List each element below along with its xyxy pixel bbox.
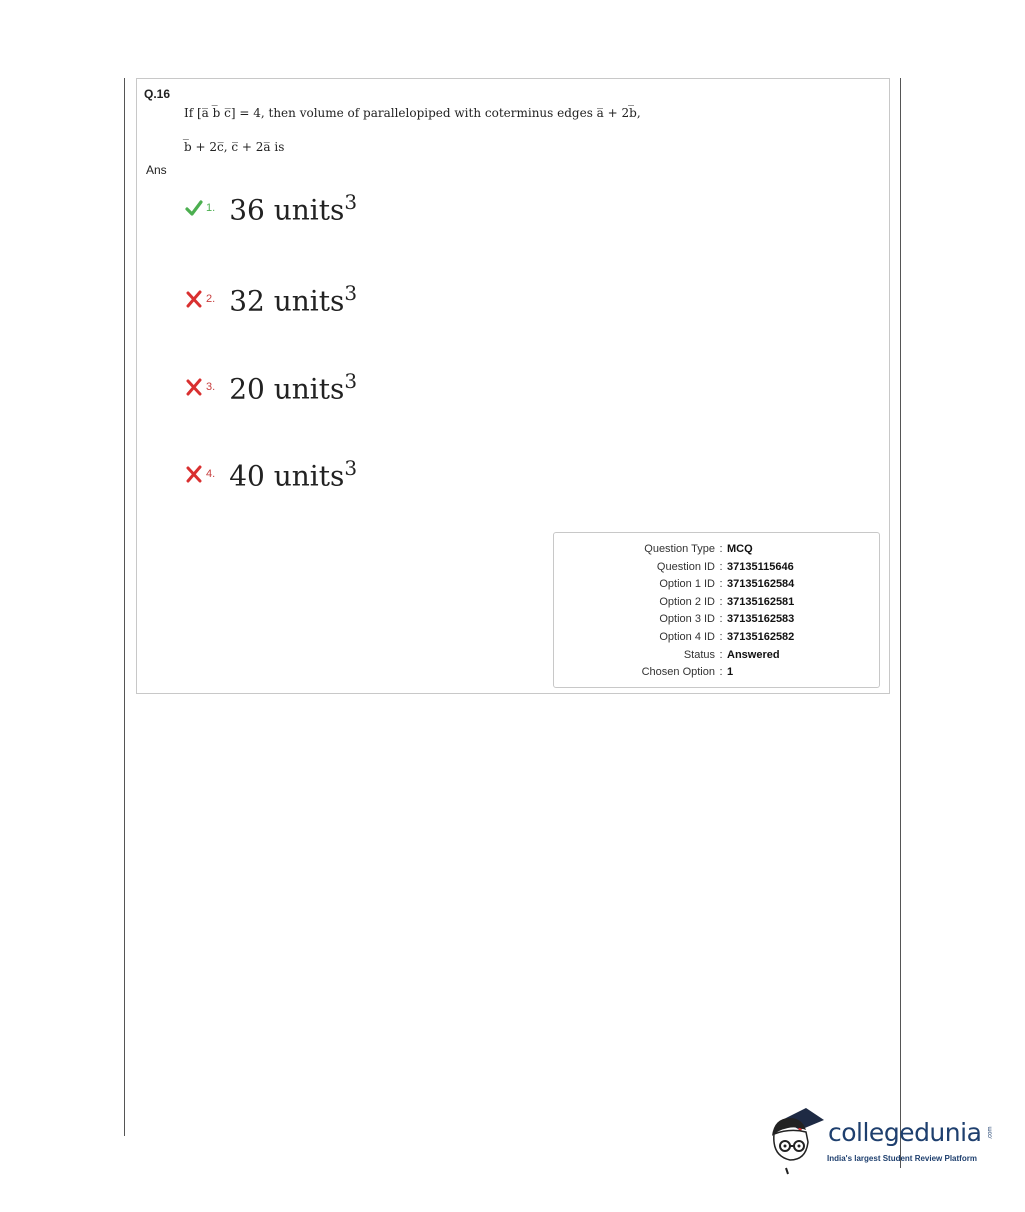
- meta-row: Chosen Option : 1: [641, 666, 734, 679]
- option-2: [185, 279, 357, 319]
- option-4: [185, 454, 357, 494]
- meta-row: Status : Answered: [683, 648, 780, 661]
- question-meta-box: [553, 532, 880, 688]
- question-line-2: b̅ + 2c̅, c̅ + 2a̅ is: [184, 140, 285, 154]
- page-left-rule: [124, 78, 125, 1136]
- collegedunia-logo[interactable]: [766, 1104, 996, 1176]
- question-text: [184, 96, 641, 164]
- mascot-icon: [766, 1104, 826, 1176]
- option-number: 1.: [206, 202, 216, 214]
- brand-suffix: .com: [987, 1126, 994, 1140]
- option-text: 20 units$^3$: [229, 368, 358, 406]
- meta-row: Question Type : MCQ: [644, 543, 753, 555]
- meta-row: Option 3 ID : 37135162583: [659, 613, 795, 626]
- option-1: [185, 188, 357, 228]
- option-number: 4.: [206, 468, 216, 480]
- option-text: 32 units$^3$: [229, 280, 358, 318]
- question-line-1: If [a̅ b̅ c̅] = 4, then volume of parallelopiped with coterminus edges a̅ + 2b̅,: [184, 106, 641, 120]
- cross-icon: [185, 290, 203, 308]
- brand-name: collegedunia: [828, 1118, 982, 1147]
- option-text: 36 units$^3$: [229, 189, 358, 227]
- question-panel: [136, 78, 890, 694]
- option-3: [185, 367, 357, 407]
- brand-tagline: India's largest Student Review Platform: [827, 1154, 977, 1163]
- meta-row: Option 4 ID : 37135162582: [659, 630, 795, 643]
- option-number: 3.: [206, 381, 216, 393]
- cross-icon: [185, 465, 203, 483]
- meta-row: Option 2 ID : 37135162581: [659, 595, 795, 608]
- cross-icon: [185, 378, 203, 396]
- option-text: 40 units$^3$: [229, 455, 358, 493]
- question-number: Q.16: [144, 87, 171, 101]
- check-icon: [185, 199, 203, 217]
- meta-row: Option 1 ID : 37135162584: [659, 578, 795, 591]
- option-number: 2.: [206, 293, 216, 305]
- meta-row: Question ID : 37135115646: [656, 560, 794, 573]
- page-right-rule: [900, 78, 901, 1168]
- answer-label: Ans: [146, 163, 167, 177]
